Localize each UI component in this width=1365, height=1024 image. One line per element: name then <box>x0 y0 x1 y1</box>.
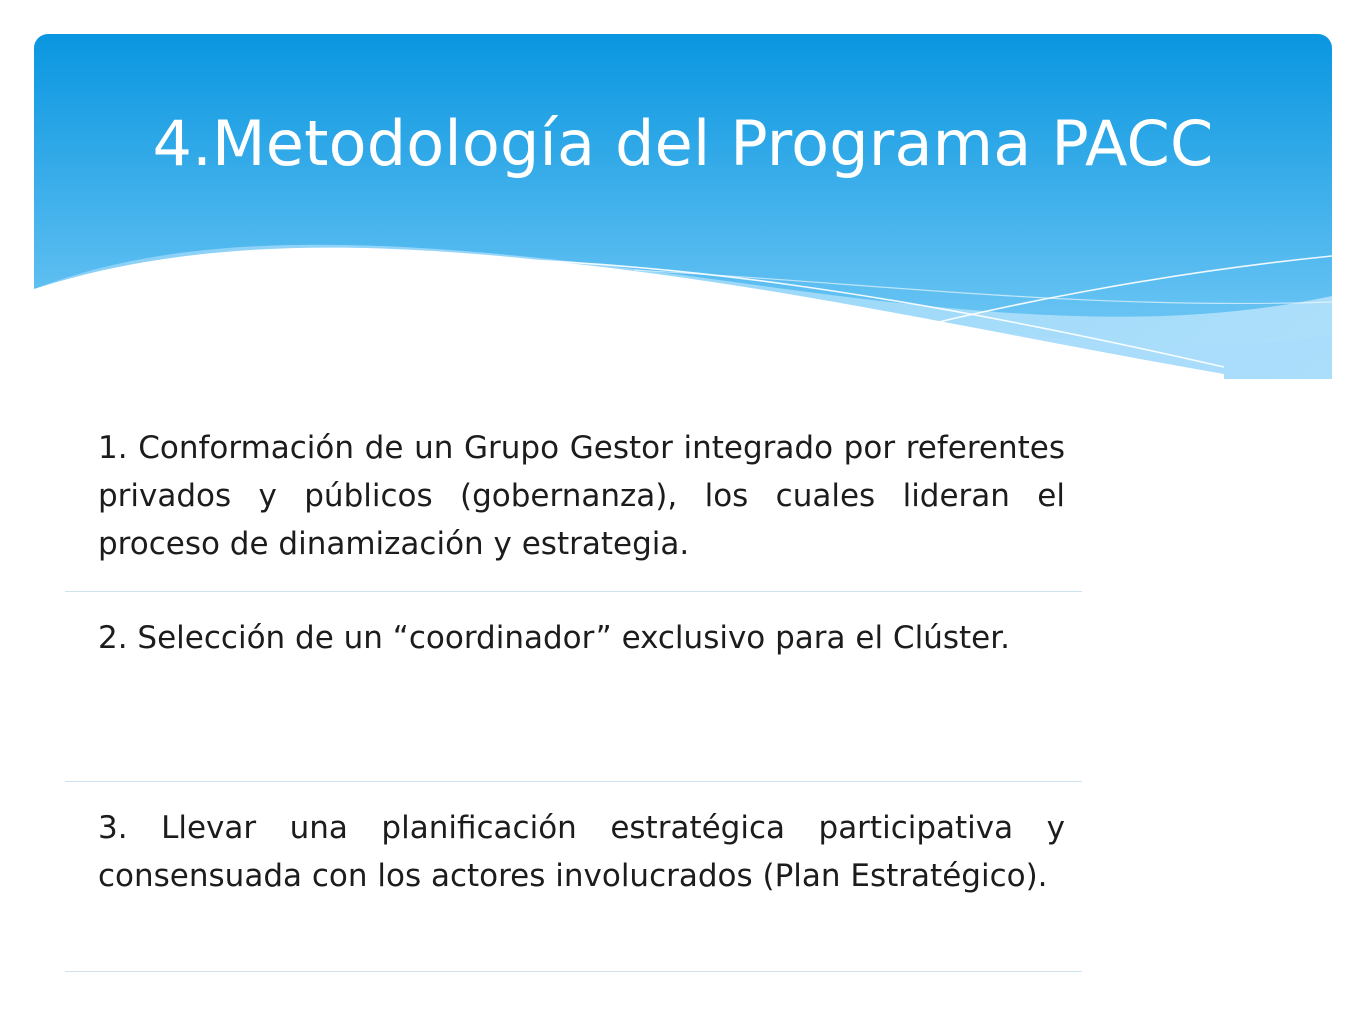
wave-background <box>34 34 1332 379</box>
slide-title: 4.Metodología del Programa PACC <box>152 107 1214 180</box>
methodology-item-2: 2. Selección de un “coordinador” exclusivo para el Clúster. <box>65 592 1082 782</box>
title-banner <box>34 34 1332 379</box>
methodology-item-3: 3. Llevar una planificación estratégica participativa y consensuada con los actores involucrados (Plan Estratégico). <box>65 782 1082 972</box>
content-table <box>65 402 1082 972</box>
methodology-item-1: 1. Conformación de un Grupo Gestor integrado por referentes privados y públicos (gobernanza), los cuales lideran el proceso de dinamización y estrategia. <box>65 402 1082 592</box>
